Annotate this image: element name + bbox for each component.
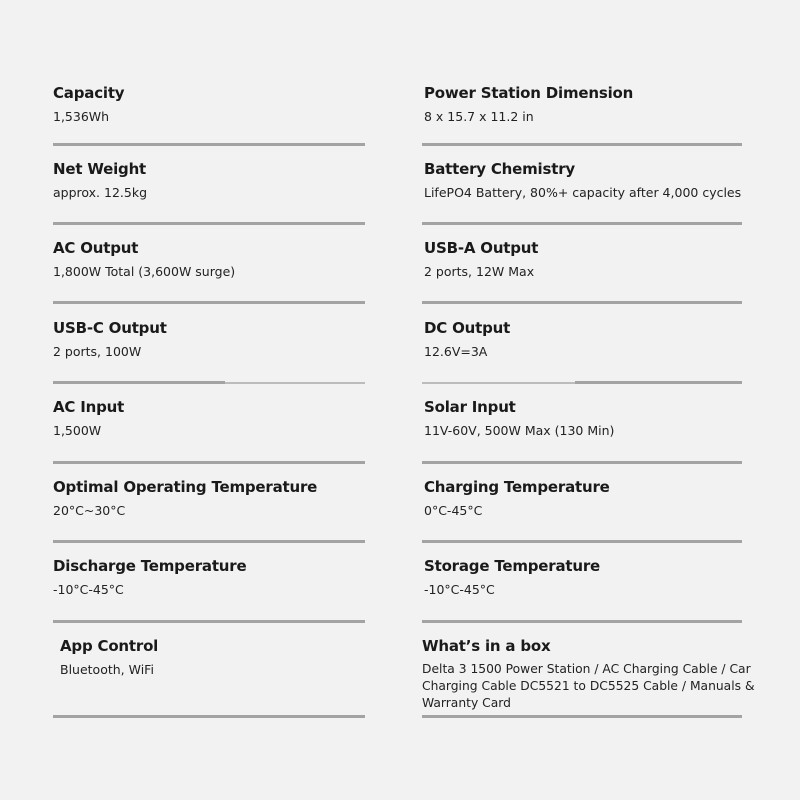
spec-value: Bluetooth, WiFi: [60, 662, 154, 677]
divider: [53, 222, 365, 225]
divider: [422, 382, 575, 384]
spec-discharge-temperature: [53, 557, 383, 598]
spec-label: USB-C Output: [53, 319, 167, 337]
spec-value: 11V-60V, 500W Max (130 Min): [424, 423, 615, 438]
spec-usb-c-output: [53, 319, 383, 360]
divider: [422, 143, 742, 146]
spec-label: AC Input: [53, 398, 125, 416]
spec-label: USB-A Output: [424, 239, 539, 257]
spec-label: Net Weight: [53, 160, 147, 178]
spec-storage-temperature: [424, 557, 754, 598]
spec-value: 2 ports, 12W Max: [424, 264, 535, 279]
spec-battery-chemistry: [424, 160, 764, 201]
divider: [53, 381, 225, 384]
spec-value: approx. 12.5kg: [53, 185, 148, 200]
spec-whats-in-a-box: [422, 637, 762, 712]
spec-value: 8 x 15.7 x 11.2 in: [424, 109, 534, 124]
divider: [422, 461, 742, 464]
divider: [422, 301, 742, 304]
spec-app-control: [60, 637, 390, 678]
spec-value: -10°C-45°C: [53, 582, 124, 597]
spec-label: AC Output: [53, 239, 139, 257]
spec-label: Storage Temperature: [424, 557, 601, 575]
spec-solar-input: [424, 398, 754, 439]
spec-label: Capacity: [53, 84, 125, 102]
spec-label: What’s in a box: [422, 637, 551, 655]
spec-ac-output: [53, 239, 383, 280]
spec-value: Delta 3 1500 Power Station / AC Charging Cable / Car Charging Cable DC5521 to DC5525 Cable / Manuals & Warranty Card: [422, 662, 755, 710]
divider: [53, 301, 365, 304]
spec-value: -10°C-45°C: [424, 582, 495, 597]
spec-dc-output: [424, 319, 754, 360]
spec-label: Discharge Temperature: [53, 557, 247, 575]
spec-value: 0°C-45°C: [424, 503, 483, 518]
spec-usb-a-output: [424, 239, 754, 280]
spec-charging-temperature: [424, 478, 754, 519]
spec-label: DC Output: [424, 319, 511, 337]
spec-label: Solar Input: [424, 398, 516, 416]
spec-label: Charging Temperature: [424, 478, 610, 496]
spec-capacity: [53, 84, 383, 125]
spec-value: LifePO4 Battery, 80%+ capacity after 4,000 cycles: [424, 185, 742, 200]
divider: [53, 143, 365, 146]
divider: [53, 461, 365, 464]
divider: [422, 620, 742, 623]
spec-optimal-operating-temperature: [53, 478, 383, 519]
divider: [422, 222, 742, 225]
spec-net-weight: [53, 160, 383, 201]
spec-value: 20°C~30°C: [53, 503, 126, 518]
spec-value: 1,536Wh: [53, 109, 110, 124]
divider: [422, 540, 742, 543]
spec-value: 2 ports, 100W: [53, 344, 142, 359]
spec-value: 1,500W: [53, 423, 102, 438]
spec-power-station-dimension: [424, 84, 754, 125]
divider: [53, 620, 365, 623]
spec-label: Battery Chemistry: [424, 160, 575, 178]
spec-label: Power Station Dimension: [424, 84, 634, 102]
divider: [53, 540, 365, 543]
divider: [225, 382, 365, 384]
spec-label: Optimal Operating Temperature: [53, 478, 318, 496]
spec-label: App Control: [60, 637, 159, 655]
spec-ac-input: [53, 398, 383, 439]
divider: [575, 381, 742, 384]
spec-value: 12.6V=3A: [424, 344, 488, 359]
divider: [53, 715, 365, 718]
spec-value: 1,800W Total (3,600W surge): [53, 264, 236, 279]
divider: [422, 715, 742, 718]
